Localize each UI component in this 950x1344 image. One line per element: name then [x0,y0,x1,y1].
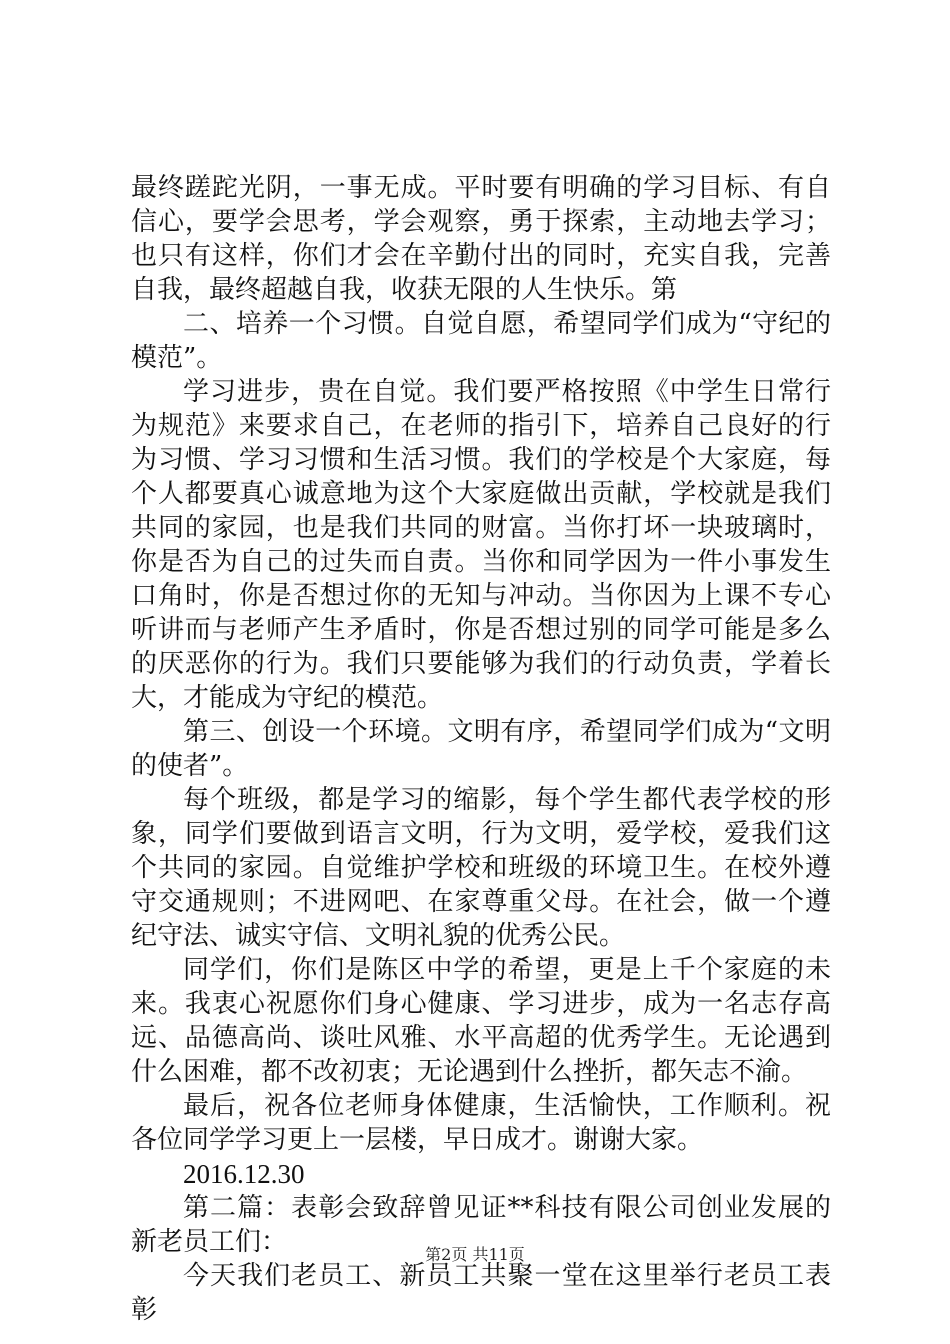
paragraph-class-image: 每个班级，都是学习的缩影，每个学生都代表学校的形象，同学们要做到语言文明，行为文明，爱学校，爱我们这个共同的家园。自觉维护学校和班级的环境卫生。在校外遵守交通规则；不进网吧、在家尊重父母。在社会，做一个遵纪守法、诚实守信、文明礼貌的优秀公民。 [131,785,831,951]
paragraph-self-discipline: 学习进步，贵在自觉。我们要严格按照《中学生日常行为规范》来要求自己，在老师的指引下，培养自己良好的行为习惯、学习习惯和生活习惯。我们的学校是个大家庭，每个人都要真心诚意地为这个大家庭做出贡献，学校就是我们共同的家园，也是我们共同的财富。当你打坏一块玻璃时，你是否为自己的过失而自责。当你和同学因为一件小事发生口角时，你是否想过你的无知与冲动。当你因为上课不专心听讲而与老师产生矛盾时，你是否想过别的同学可能是多么的厌恶你的行为。我们只要能够为我们的行动负责，学着长大，才能成为守纪的模范。 [131,377,831,713]
paragraph-continuation: 最终蹉跎光阴，一事无成。平时要有明确的学习目标、有自信心，要学会思考，学会观察，勇于探索，主动地去学习；也只有这样，你们才会在辛勤付出的同时，充实自我，完善自我，最终超越自我，收获无限的人生快乐。第 [131,173,831,305]
document-body [131,171,831,1327]
paragraph-heading-environment: 第三、创设一个环境。文明有序，希望同学们成为“文明的使者”。 [131,717,831,781]
paragraph-heading-habit: 二、培养一个习惯。自觉自愿，希望同学们成为“守纪的模范”。 [131,309,831,373]
page-number-footer: 第2页 共11页 [425,1245,525,1264]
paragraph-second-article-opening: 今天我们老员工、新员工共聚一堂在这里举行老员工表彰 [131,1261,831,1325]
paragraph-wishes: 同学们，你们是陈区中学的希望，更是上千个家庭的未来。我衷心祝愿你们身心健康、学习进步，成为一名志存高远、品德高尚、谈吐风雅、水平高超的优秀学生。无论遇到什么困难，都不改初衷；无论遇到什么挫折，都矢志不渝。 [131,955,831,1087]
document-date: 2016.12.30 [183,1159,305,1189]
paragraph-closing: 最后，祝各位老师身体健康，生活愉快，工作顺利。祝各位同学学习更上一层楼，早日成才。谢谢大家。 [131,1091,831,1155]
paragraph-second-article-title: 第二篇：表彰会致辞曾见证**科技有限公司创业发展的新老员工们： [131,1193,831,1257]
